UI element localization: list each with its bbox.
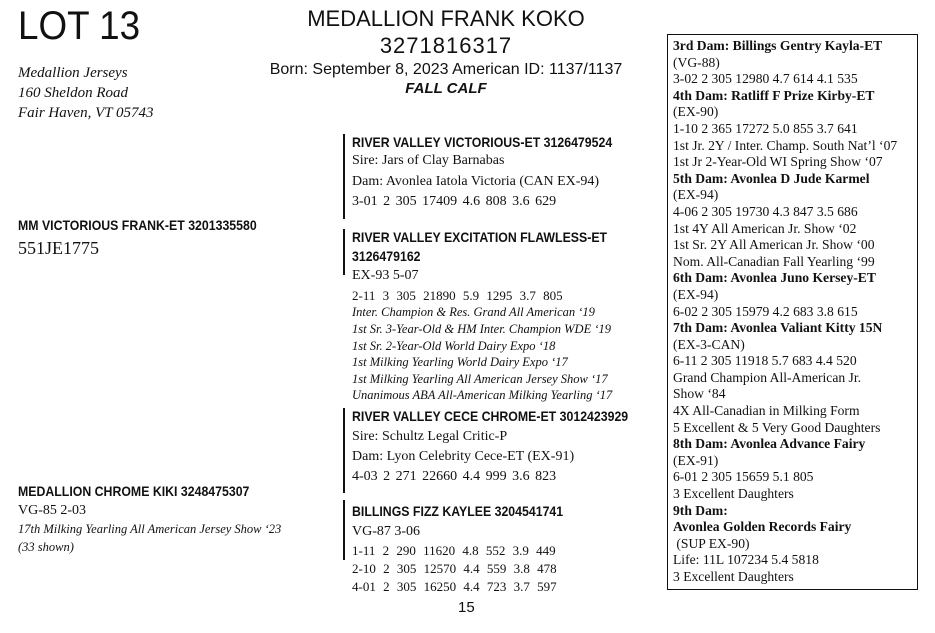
sire-dam-honor: Inter. Champion & Res. Grand All American ‘19 [352, 305, 595, 319]
sire-dam-record: 2-11 3 305 21890 5.9 1295 3.7 805 [352, 288, 563, 303]
sire-dam-reg: 3126479162 [352, 248, 421, 264]
dam-dam-record: 1-11 2 290 11620 4.8 552 3.9 449 [352, 543, 556, 558]
family-line: 9th Dam: [673, 502, 728, 518]
divider-bar [343, 134, 345, 219]
birth-info: Born: September 8, 2023 American ID: 1137/1137 [269, 61, 623, 78]
family-line: Avonlea Golden Records Fairy [673, 519, 852, 535]
dam-sire-sire: Sire: Schultz Legal Critic-P [352, 429, 508, 444]
owner-farm: Medallion Jerseys [18, 65, 128, 81]
sire-code: 551JE1775 [18, 238, 99, 258]
family-line: 3rd Dam: Billings Gentry Kayla-ET [673, 38, 883, 53]
lot-number: LOT 13 [18, 4, 141, 48]
family-line: Grand Champion All-American Jr. [673, 369, 862, 385]
family-line: (EX-94) [673, 187, 719, 203]
animal-name: MEDALLION FRANK KOKO [307, 6, 585, 31]
family-line: (EX-91) [673, 452, 719, 468]
sire-dam-honor: 1st Sr. 2-Year-Old World Dairy Expo ‘18 [352, 339, 556, 353]
sire-sire-dam: Dam: Avonlea Iatola Victoria (CAN EX-94) [352, 174, 600, 189]
dam-honor: 17th Milking Yearling All American Jersey Show ‘23 [18, 522, 282, 536]
sire-sire-name: RIVER VALLEY VICTORIOUS-ET 3126479524 [352, 134, 613, 150]
dam-sire-dam: Dam: Lyon Celebrity Cece-ET (EX-91) [352, 449, 575, 464]
family-line: 4th Dam: Ratliff F Prize Kirby-ET [673, 87, 875, 103]
dam-classification: VG-85 2-03 [18, 503, 87, 518]
family-line: 4-06 2 305 19730 4.3 847 3.5 686 [673, 203, 858, 219]
family-line: 4X All-Canadian in Milking Form [673, 403, 860, 419]
family-line: 3 Excellent Daughters [673, 486, 794, 502]
family-line: 1st 4Y All American Jr. Show ‘02 [673, 220, 857, 236]
animal-reg-number: 3271816317 [379, 33, 513, 58]
family-line: 5 Excellent & 5 Very Good Daughters [673, 419, 881, 435]
family-line: 1st Jr 2-Year-Old WI Spring Show ‘07 [673, 154, 883, 170]
sire-name: MM VICTORIOUS FRANK-ET 3201335580 [18, 217, 257, 233]
family-line: 6-11 2 305 11918 5.7 683 4.4 520 [673, 353, 857, 369]
family-line: (EX-90) [673, 104, 719, 120]
dam-dam-classification: VG-87 3-06 [352, 524, 421, 539]
dam-sire-record: 4-03 2 271 22660 4.4 999 3.6 823 [352, 469, 557, 484]
divider-bar [343, 229, 345, 275]
family-line: 1-10 2 365 17272 5.0 855 3.7 641 [673, 120, 858, 136]
sire-dam-name: RIVER VALLEY EXCITATION FLAWLESS-ET [352, 229, 608, 245]
family-line: 5th Dam: Avonlea D Jude Karmel [673, 170, 870, 186]
family-line: (EX-3-CAN) [673, 336, 745, 352]
sire-sire-record: 3-01 2 305 17409 4.6 808 3.6 629 [352, 194, 557, 209]
family-line: 8th Dam: Avonlea Advance Fairy [673, 436, 866, 452]
family-line: 7th Dam: Avonlea Valiant Kitty 15N [673, 320, 883, 336]
divider-bar [343, 408, 345, 493]
family-line: Life: 11L 107234 5.4 5818 [673, 552, 819, 568]
family-line: 1st Jr. 2Y / Inter. Champ. South Nat’l ‘07 [673, 137, 898, 153]
page-number: 15 [458, 599, 475, 616]
divider-bar [343, 500, 345, 560]
family-line: 3-02 2 305 12980 4.7 614 4.1 535 [673, 71, 858, 87]
animal-class: FALL CALF [405, 80, 487, 97]
sire-sire-sire: Sire: Jars of Clay Barnabas [352, 153, 505, 168]
owner-city: Fair Haven, VT 05743 [18, 105, 154, 121]
family-line: 6th Dam: Avonlea Juno Kersey-ET [673, 270, 876, 286]
family-line: 1st Sr. 2Y All American Jr. Show ‘00 [673, 237, 875, 253]
family-line: (SUP EX-90) [673, 535, 750, 551]
sire-dam-honor: 1st Sr. 3-Year-Old & HM Inter. Champion WDE ‘19 [352, 322, 612, 336]
family-line: 3 Excellent Daughters [673, 569, 794, 584]
family-line: Nom. All-Canadian Fall Yearling ‘99 [673, 253, 875, 269]
sire-dam-honor: 1st Milking Yearling World Dairy Expo ‘17 [352, 355, 568, 369]
sire-dam-honor: 1st Milking Yearling All American Jersey Show ‘17 [352, 372, 608, 386]
dam-dam-name: BILLINGS FIZZ KAYLEE 3204541741 [352, 503, 564, 519]
dam-dam-record: 4-01 2 305 16250 4.4 723 3.7 597 [352, 579, 557, 594]
dam-name: MEDALLION CHROME KIKI 3248475307 [18, 483, 250, 499]
family-history-box [667, 34, 918, 590]
sire-dam-classification: EX-93 5-07 [352, 268, 419, 283]
family-line: Show ‘84 [673, 386, 726, 402]
family-line: 6-01 2 305 15659 5.1 805 [673, 469, 814, 485]
dam-sire-name: RIVER VALLEY CECE CHROME-ET 3012423929 [352, 408, 629, 424]
family-line: (EX-94) [673, 286, 719, 302]
dam-shown-count: (33 shown) [18, 540, 74, 554]
sire-dam-honor: Unanimous ABA All-American Milking Yearling ‘17 [352, 388, 613, 402]
owner-street: 160 Sheldon Road [18, 85, 128, 101]
family-line: 6-02 2 305 15979 4.2 683 3.8 615 [673, 303, 858, 319]
dam-dam-record: 2-10 2 305 12570 4.4 559 3.8 478 [352, 561, 557, 576]
family-line: (VG-88) [673, 54, 720, 70]
